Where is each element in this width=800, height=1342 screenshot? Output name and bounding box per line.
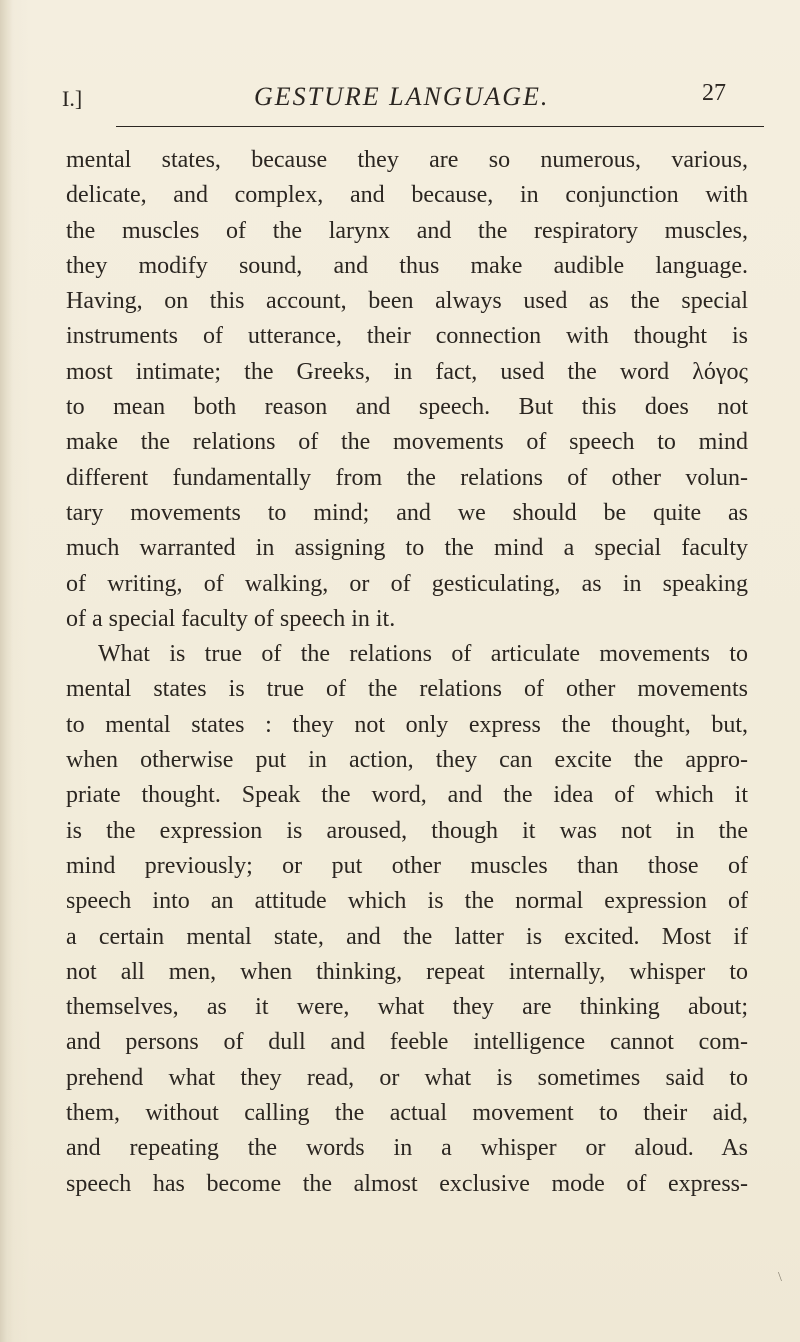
text-line: speech into an attitude which is the normal expression of (66, 888, 748, 915)
text-line: different fundamentally from the relations of other volun- (66, 464, 748, 491)
text-line: and persons of dull and feeble intelligence cannot com- (66, 1029, 748, 1056)
text-line: tary movements to mind; and we should be quite as (66, 499, 748, 526)
text-line: mental states, because they are so numerous, various, (66, 147, 748, 173)
text-line: them, without calling the actual movement to their aid, (66, 1100, 748, 1127)
page-spine-shadow (0, 0, 12, 1342)
text-line: much warranted in assigning to the mind a special faculty (66, 535, 748, 562)
running-head-title: GESTURE LANGUAGE. (254, 82, 550, 111)
text-line: prehend what they read, or what is sometimes said to (66, 1064, 748, 1091)
text-line: most intimate; the Greeks, in fact, used the word λόγος (66, 358, 748, 385)
text-line: of a special faculty of speech in it. (66, 605, 396, 632)
text-line: What is true of the relations of articulate movements to (98, 641, 748, 668)
text-line: mind previously; or put other muscles than those of (66, 852, 748, 879)
text-line: priate thought. Speak the word, and the idea of which it (66, 782, 748, 809)
text-line: to mean both reason and speech. But this does not (66, 394, 748, 421)
text-line: and repeating the words in a whisper or aloud. As (66, 1135, 748, 1162)
text-line: is the expression is aroused, though it was not in the (66, 817, 748, 844)
running-header (58, 80, 744, 130)
text-line: instruments of utterance, their connection with thought is (66, 323, 748, 350)
stray-mark: \ (778, 1270, 782, 1285)
chapter-marker: I.] (62, 86, 83, 111)
page-number: 27 (702, 80, 726, 106)
text-line: of writing, of walking, or of gesticulating, as in speaking (66, 570, 748, 597)
header-rule (116, 126, 764, 127)
text-line: speech has become the almost exclusive mode of express- (66, 1170, 748, 1197)
text-line: they modify sound, and thus make audible language. (66, 252, 748, 279)
text-line: to mental states : they not only express the thought, but, (66, 711, 748, 738)
text-line: mental states is true of the relations of other movements (66, 676, 748, 703)
text-line: Having, on this account, been always used as the special (66, 288, 748, 315)
text-line: themselves, as it were, what they are thinking about; (66, 994, 748, 1021)
text-line: the muscles of the larynx and the respiratory muscles, (66, 217, 748, 244)
body-text (66, 143, 748, 1202)
text-line: a certain mental state, and the latter is excited. Most if (66, 923, 748, 950)
text-line: when otherwise put in action, they can excite the appro- (66, 747, 748, 774)
text-line: delicate, and complex, and because, in conjunction with (66, 182, 748, 209)
text-line: not all men, when thinking, repeat internally, whisper to (66, 958, 748, 985)
text-line: make the relations of the movements of speech to mind (66, 429, 748, 456)
